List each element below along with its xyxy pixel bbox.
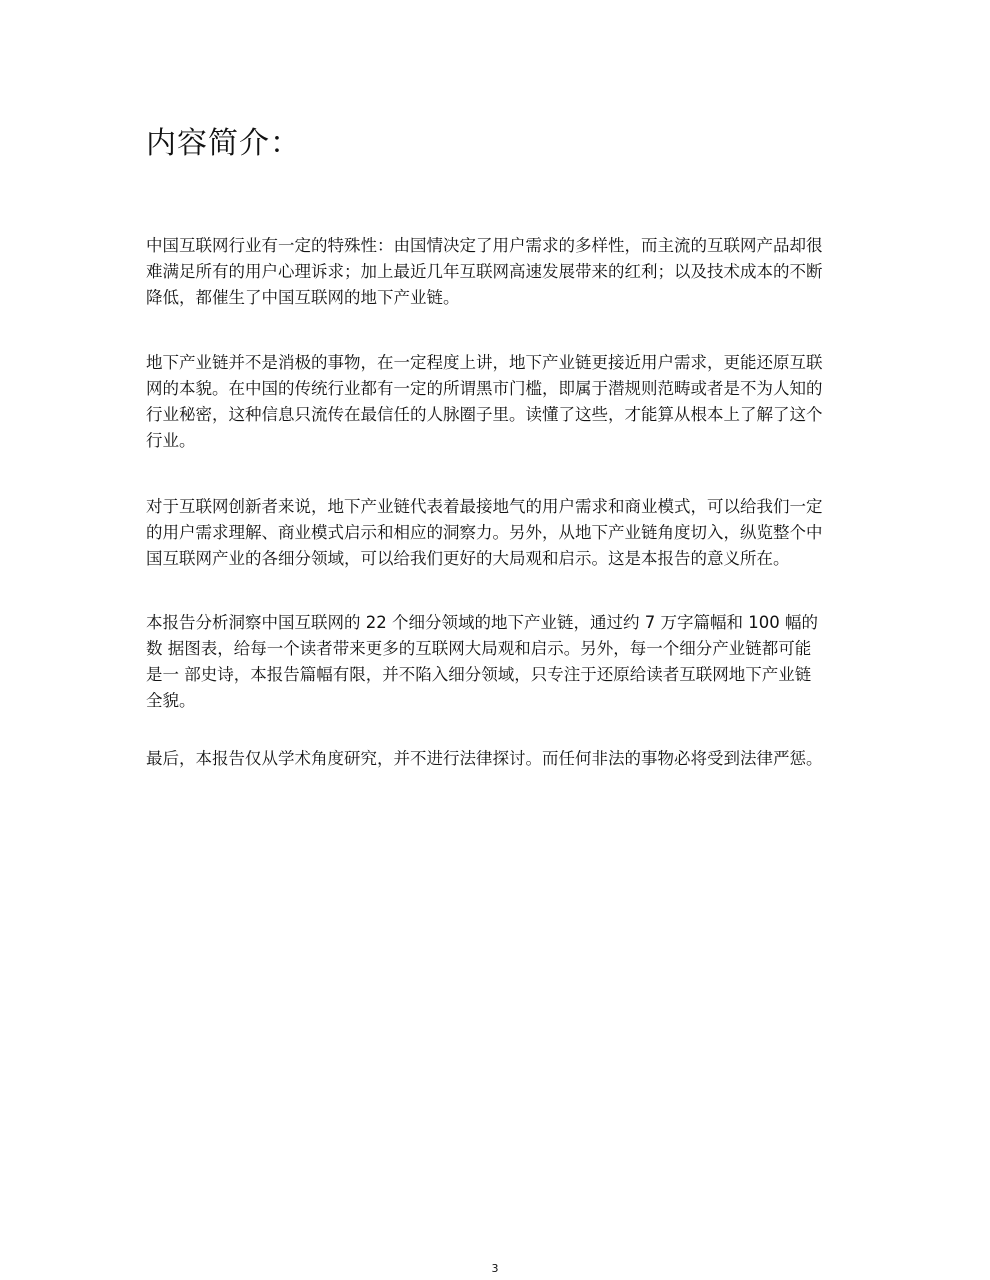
paragraph-line: 对于互联网创新者来说，地下产业链代表着最接地气的用户需求和商业模式，可以给我们一定 (146, 497, 823, 516)
paragraph-line: 难满足所有的用户心理诉求；加上最近几年互联网高速发展带来的红利；以及技术成本的不断 (146, 262, 823, 281)
paragraph-line: 最后，本报告仅从学术角度研究，并不进行法律探讨。而任何非法的事物必将受到法律严惩。 (146, 749, 823, 768)
paragraph-disclaimer (146, 746, 846, 772)
paragraph-line: 国互联网产业的各细分领域，可以给我们更好的大局观和启示。这是本报告的意义所在。 (146, 549, 790, 568)
paragraph-line: 行业。 (146, 431, 196, 450)
page-number: 3 (491, 1262, 499, 1275)
paragraph-underground-industry (146, 350, 846, 454)
paragraph-line: 数 据图表，给每一个读者带来更多的互联网大局观和启示。另外，每一个细分产业链都可能 (146, 639, 812, 658)
paragraph-line: 是一 部史诗，本报告篇幅有限，并不陷入细分领域，只专注于还原给读者互联网地下产业链 (146, 665, 812, 684)
paragraph-line: 网的本貌。在中国的传统行业都有一定的所谓黑市门槛，即属于潜规则范畴或者是不为人知的 (146, 379, 823, 398)
paragraph-line: 地下产业链并不是消极的事物，在一定程度上讲，地下产业链更接近用户需求，更能还原互联 (146, 353, 823, 372)
paragraph-intro (146, 233, 846, 311)
paragraph-line: 全貌。 (146, 691, 196, 710)
page-title: 内容简介： (146, 126, 301, 161)
paragraph-line: 降低，都催生了中国互联网的地下产业链。 (146, 288, 460, 307)
paragraph-line: 本报告分析洞察中国互联网的 22 个细分领域的地下产业链，通过约 7 万字篇幅和 100 幅的 (146, 613, 818, 632)
paragraph-line: 中国互联网行业有一定的特殊性：由国情决定了用户需求的多样性，而主流的互联网产品却很 (146, 236, 823, 255)
paragraph-line: 的用户需求理解、商业模式启示和相应的洞察力。另外，从地下产业链角度切入，纵览整个中 (146, 523, 823, 542)
paragraph-innovators (146, 494, 846, 572)
paragraph-line: 行业秘密，这种信息只流传在最信任的人脉圈子里。读懂了这些，才能算从根本上了解了这个 (146, 405, 823, 424)
paragraph-report-scope (146, 610, 846, 714)
